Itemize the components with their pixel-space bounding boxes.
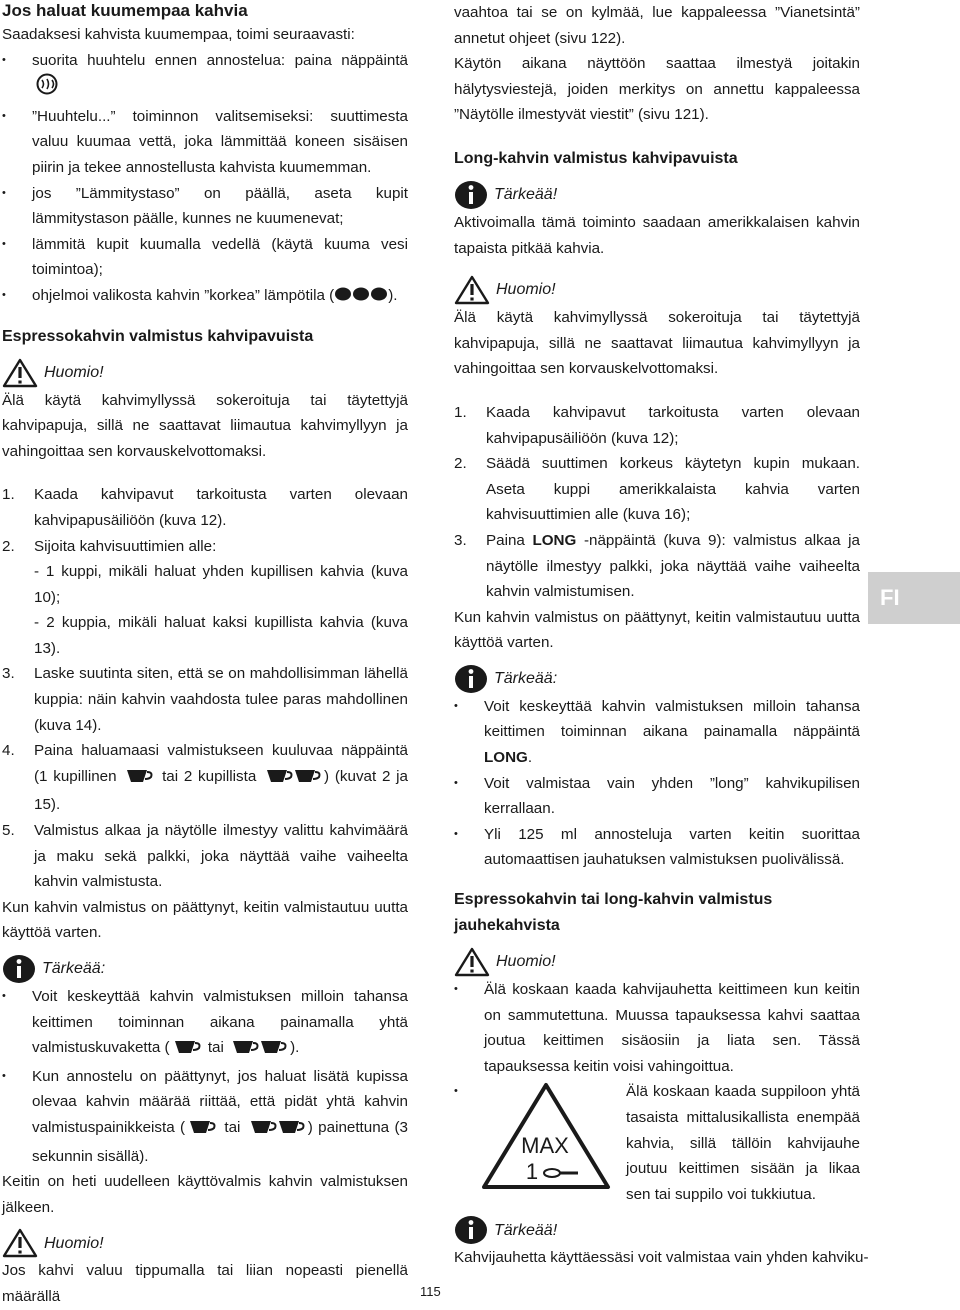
important-notice: Tärkeää! — [454, 1215, 860, 1245]
list-item: • Älä koskaan kaada kahvijauhetta keittimeen kun keitin on sammutettuna. Muussa tapauksessa kahvi saattaa joutua keittimen sisäosiin ja liata sen. Tässä tapauksessa keitin voisi vahingoittua. — [454, 977, 860, 1079]
section-title-espresso: Espressokahvin valmistus kahvipavuista — [2, 327, 314, 345]
warning-icon — [454, 947, 490, 977]
left-column — [2, 0, 408, 1310]
info-icon — [2, 954, 36, 984]
list-item: • Voit keskeyttää kahvin valmistuksen milloin tahansa keittimen toiminnan aikana painamalla yhtä valmistuskuvaketta ( tai ). — [2, 984, 408, 1064]
warning-text: Älä käytä kahvimyllyssä sokeroituja tai täytettyjä kahvipapuja, sillä ne saattavat liimautua kahvimyllyyn ja vahingoittaa sen korvauskelvottomaksi. — [2, 391, 408, 460]
list-item: • ”Huuhtelu...” toiminnon valitsemiseksi: suuttimesta valuu kuumaa vettä, joka lämmittää koneen sisäisen piirin ja tekee annostellusta kahvista kuumemman. — [2, 104, 408, 181]
list-item: • Kun annostelu on päättynyt, jos haluat lisätä kupissa olevaa kahvin määrää riittää, että pidät yhtä kahvin valmistuspainikkeista ( tai ) painettuna (3 sekunnin sisällä). — [2, 1064, 408, 1169]
warning-notice: Huomio! — [454, 275, 860, 305]
step-item: 3. Paina LONG -näppäintä (kuva 9): valmistus alkaa ja näytölle ilmestyy palkki, joka näyttää vaihe vaiheelta kahvin valmistumisen. — [454, 531, 860, 601]
two-cups-icon — [230, 1038, 288, 1064]
warning-notice: Huomio! — [2, 358, 408, 388]
important-notice: Tärkeää: — [2, 954, 408, 984]
section-title-long: Long-kahvin valmistus kahvipavuista — [454, 149, 738, 167]
warning-icon — [454, 275, 490, 305]
last-text: Kahvijauhetta käyttäessäsi voit valmistaa vain yhden kahviku- — [454, 1249, 869, 1267]
ground-warning-list — [454, 977, 860, 1207]
warning-icon — [2, 358, 38, 388]
step-item: 1. Kaada kahvipavut tarkoitusta varten olevaan kahvipapusäiliöön (kuva 12). — [2, 486, 408, 529]
rinse-icon — [34, 73, 60, 104]
two-cups-icon — [248, 1118, 306, 1144]
step-item: 3. Laske suutinta siten, että se on mahdollisimman lähellä kuppia: näin kahvin vaahdosta tulee paras mahdollinen (kuva 14). — [2, 665, 408, 734]
espresso-steps — [2, 482, 408, 895]
high-temperature-icon — [334, 284, 388, 310]
list-item: • lämmitä kupit kuumalla vedellä (käytä kuuma vesi toimintoa); — [2, 232, 408, 283]
step-item: 2. Sijoita kahvisuuttimien alle: - 1 kuppi, mikäli haluat yhden kupillisen kahvia (kuva 10); - 2 kuppia, mikäli haluat kaksi kupillista kahvia (kuva 13). — [2, 534, 408, 662]
list-item: • MAX 1 Älä koskaan kaada suppiloon yhtä tasaista mittalusikallista enempää kahvia, sillä tällöin kahvijauhe joutuu keittimen sisään ja likaa sen tai suppilo voi tukkiutua. — [454, 1079, 860, 1207]
one-cup-icon — [124, 767, 154, 793]
important-list — [454, 694, 860, 873]
alarm-text: Käytön aikana näyttöön saattaa ilmestyä joitakin hälytysviestejä, joiden merkitys on annettu kappaleessa ”Näytölle ilmestyvät viestit” (sivu 121). — [454, 55, 860, 124]
sub-item: - 2 kuppia, mikäli haluat kaksi kupillista kahvia (kuva 13). — [34, 614, 408, 657]
one-cup-icon — [187, 1118, 217, 1144]
important-notice: Tärkeää: — [454, 664, 860, 694]
step-item: 4. Paina haluamaasi valmistukseen kuuluvaa näppäintä (1 kupillinen tai 2 kupillista ) (kuvat 2 ja 15). — [2, 742, 408, 814]
warning-notice: Huomio! — [454, 947, 860, 977]
max-label: • MAX — [521, 1133, 569, 1159]
info-icon — [454, 180, 488, 210]
hotter-coffee-list — [2, 48, 408, 310]
one-cup-icon — [172, 1038, 202, 1064]
warning-icon — [2, 1228, 38, 1258]
page-number: 115 — [420, 1284, 441, 1299]
list-item: • Voit keskeyttää kahvin valmistuksen milloin tahansa keittimen toiminnan aikana painamalla näppäintä LONG. — [454, 694, 860, 771]
last-text: Jos kahvi valuu tippumalla tai liian nopeasti pienellä määrällä — [2, 1262, 408, 1305]
important-notice: Tärkeää! — [454, 180, 860, 210]
language-tab: FI — [868, 572, 960, 624]
list-item: • Yli 125 ml annosteluja varten keitin suorittaa automaattisen jauhatuksen valmistuksen puolivälissä. — [454, 822, 860, 873]
warning-notice: Huomio! — [2, 1228, 408, 1258]
done-text: Kun kahvin valmistus on päättynyt, keitin valmistautuu uutta käyttöä varten. — [2, 898, 408, 942]
max-one-label: 1 — [525, 1159, 539, 1185]
sub-item: - 1 kuppi, mikäli haluat yhden kupillisen kahvia (kuva 10); — [34, 563, 408, 606]
step-item: 5. Valmistus alkaa ja näytölle ilmestyy valittu kahvimäärä ja maku sekä palkki, joka näyttää vaihe vaiheelta kahvin valmistusta. — [2, 822, 408, 891]
long-key-label: LONG — [532, 531, 577, 549]
continued-text: vaahtoa tai se on kylmää, lue kappaleessa ”Vianetsintä” annetut ohjeet (sivu 122). — [454, 4, 860, 47]
step-item: 1. Kaada kahvipavut tarkoitusta varten olevaan kahvipapusäiliöön (kuva 12); — [454, 403, 860, 447]
info-icon — [454, 664, 488, 694]
section-title-hotter-coffee: Jos haluat kuumempaa kahvia — [2, 1, 248, 20]
two-cups-icon — [264, 767, 322, 793]
list-item: • ohjelmoi valikosta kahvin ”korkea” lämpötila ( ). — [2, 283, 408, 310]
step-item: 2. Säädä suuttimen korkeus käytetyn kupin mukaan. Aseta kuppi amerikkalaista kahvia varten kahvisuuttimien alle (kuva 16); — [454, 455, 860, 524]
done-text: Kun kahvin valmistus on päättynyt, keitin valmistautuu uutta käyttöä varten. — [454, 608, 860, 652]
important-list — [2, 984, 408, 1169]
list-item: • suorita huuhtelu ennen annostelua: paina näppäintä — [2, 48, 408, 104]
long-info-text: Aktivoimalla tämä toiminto saadaan amerikkalaisen kahvin tapaista pitkää kahvia. — [454, 213, 860, 257]
list-item: • jos ”Lämmitystaso” on päällä, aseta kupit lämmitystason päälle, kunnes ne kuumenevat; — [2, 181, 408, 232]
max-spoon-icon — [454, 1079, 616, 1207]
right-column — [454, 0, 869, 1271]
list-item: • Voit valmistaa vain yhden ”long” kahvikupilisen kerrallaan. — [454, 771, 860, 822]
section-title-ground-coffee: Espressokahvin tai long-kahvin valmistus jauhekahvista — [454, 891, 773, 935]
long-steps — [454, 400, 860, 605]
info-icon — [454, 1215, 488, 1245]
warning-text: Älä käytä kahvimyllyssä sokeroituja tai täytettyjä kahvipapuja, sillä ne saattavat liimautua kahvimyllyyn ja vahingoittaa sen korvauskelvottomaksi. — [454, 309, 860, 378]
long-key-label: LONG — [484, 749, 528, 767]
ready-text: Keitin on heti uudelleen käyttövalmis kahvin valmistuksen jälkeen. — [2, 1173, 408, 1216]
intro-text: Saadaksesi kahvista kuumempaa, toimi seuraavasti: — [2, 26, 355, 43]
